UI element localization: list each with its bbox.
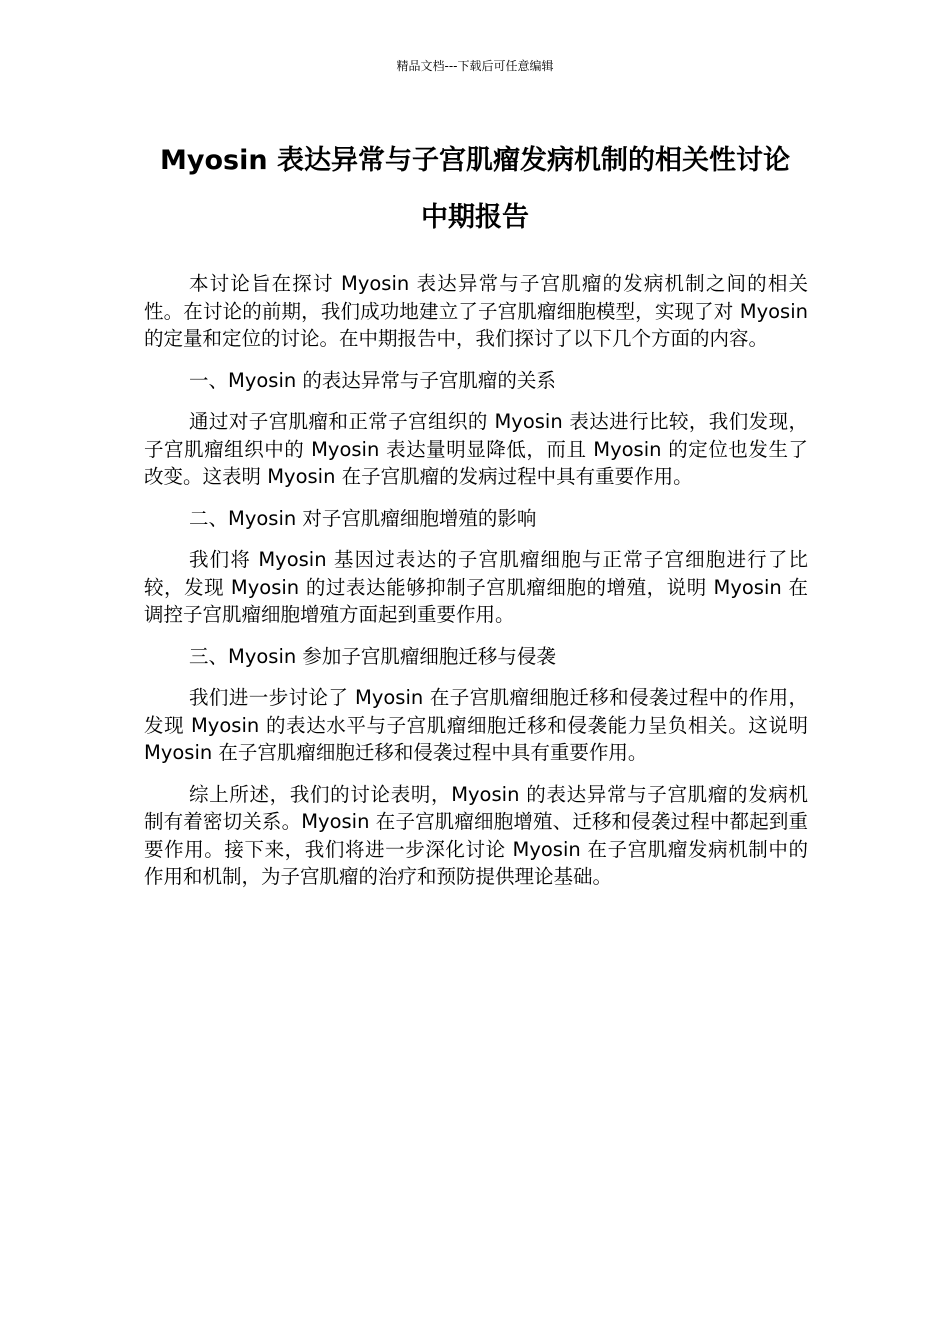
title-line-2: 中期报告 (421, 202, 529, 233)
header-note: 精品文档---下载后可任意编辑 (396, 59, 554, 73)
section-3-heading: 三、Myosin 参加子宫肌瘤细胞迁移与侵袭 (189, 644, 556, 668)
document-title (130, 132, 820, 246)
intro-paragraph: 本讨论旨在探讨 Myosin 表达异常与子宫肌瘤的发病机制之间的相关性。在讨论的前期，我们成功地建立了子宫肌瘤细胞模型，实现了对 Myosin 的定量和定位的讨论。在中期报告中，我们探讨了以下几个方面的内容。 (144, 272, 808, 350)
section-2-paragraph: 我们将 Myosin 基因过表达的子宫肌瘤细胞与正常子宫细胞进行了比较，发现 Myosin 的过表达能够抑制子宫肌瘤细胞的增殖，说明 Myosin 在调控子宫肌瘤细胞增殖方面起到重要作用。 (144, 548, 808, 626)
section-2-heading: 二、Myosin 对子宫肌瘤细胞增殖的影响 (189, 506, 537, 530)
section-1-heading: 一、Myosin 的表达异常与子宫肌瘤的关系 (189, 368, 556, 392)
document-body (144, 270, 808, 905)
section-1-paragraph: 通过对子宫肌瘤和正常子宫组织的 Myosin 表达进行比较，我们发现，子宫肌瘤组织中的 Myosin 表达量明显降低，而且 Myosin 的定位也发生了改变。这表明 Myosin 在子宫肌瘤的发病过程中具有重要作用。 (144, 410, 808, 488)
title-line-1: Myosin 表达异常与子宫肌瘤发病机制的相关性讨论 (160, 145, 790, 176)
conclusion-paragraph: 综上所述，我们的讨论表明，Myosin 的表达异常与子宫肌瘤的发病机制有着密切关系。Myosin 在子宫肌瘤细胞增殖、迁移和侵袭过程中都起到重要作用。接下来，我们将进一步深化讨论 Myosin 在子宫肌瘤发病机制中的作用和机制，为子宫肌瘤的治疗和预防提供理论基础。 (144, 782, 808, 888)
section-3-paragraph: 我们进一步讨论了 Myosin 在子宫肌瘤细胞迁移和侵袭过程中的作用，发现 Myosin 的表达水平与子宫肌瘤细胞迁移和侵袭能力呈负相关。这说明 Myosin 在子宫肌瘤细胞迁移和侵袭过程中具有重要作用。 (144, 686, 808, 764)
